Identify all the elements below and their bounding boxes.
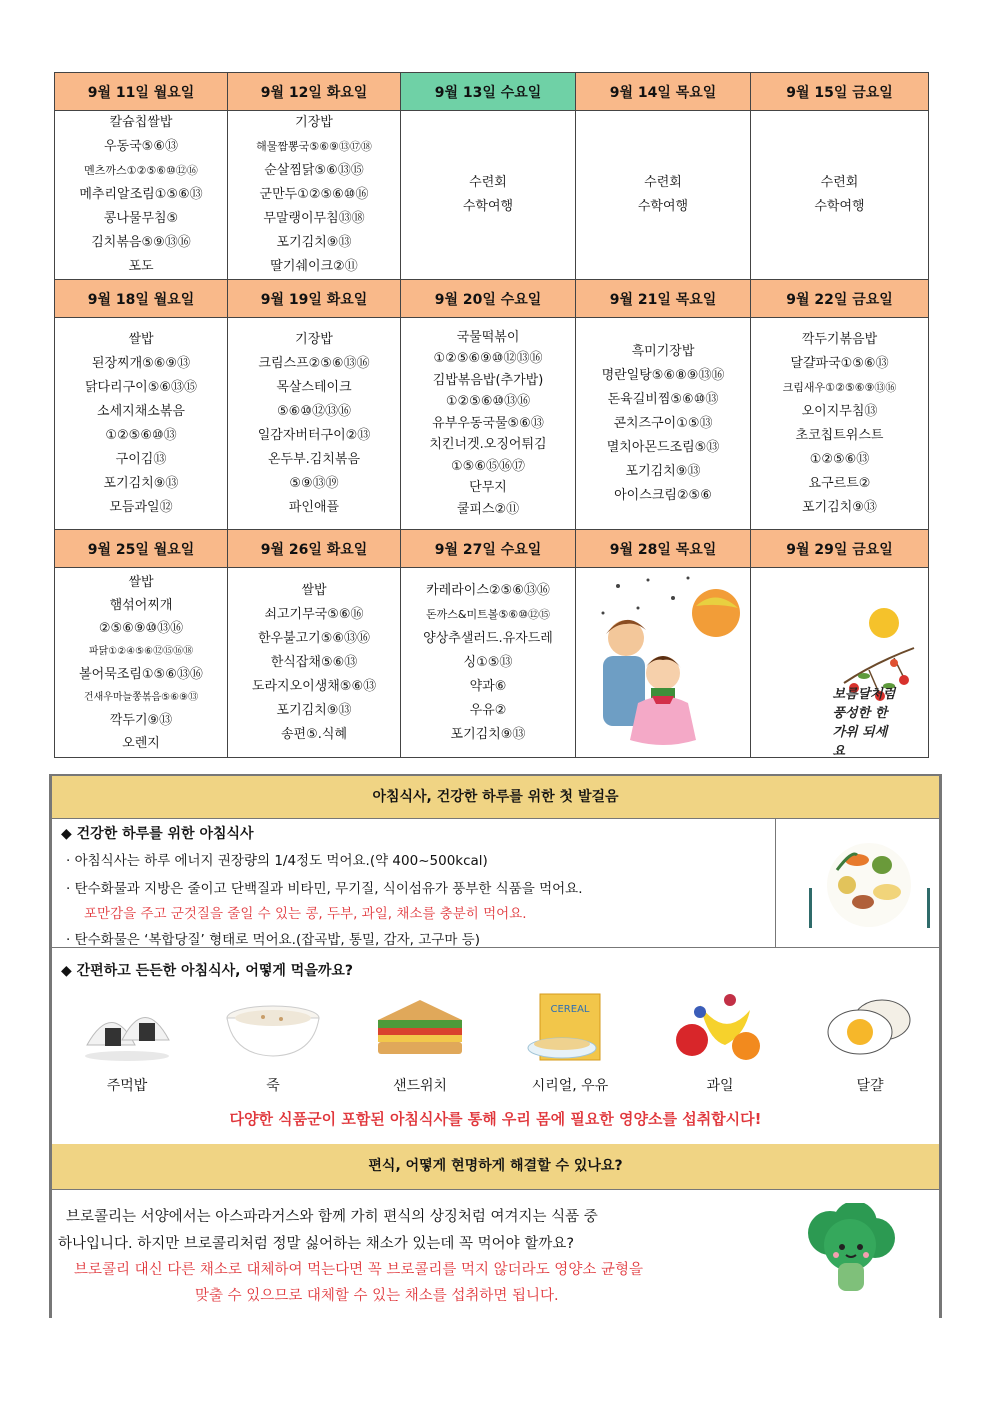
picky-highlight-line: 브로콜리 대신 다른 채소로 대체하여 먹는다면 꼭 브로콜리를 먹지 않더라도 영양소 균형을 — [74, 1262, 643, 1278]
menu-item: 김밥볶음밥(추가밥) — [432, 372, 544, 388]
picky-eating-title-bar: 편식, 어떻게 현명하게 해결할 수 있나요? — [52, 1144, 939, 1190]
menu-item: 된장찌개⑤⑥⑨⑬ — [91, 355, 191, 371]
breakfast-line: · 탄수화물은 ‘복합당질’ 형태로 먹어요.(잡곡밥, 통밀, 감자, 고구마 등) — [66, 932, 480, 948]
menu-item: 멘츠까스①②⑤⑥⑩⑫⑯ — [84, 164, 198, 177]
menu-item: 쇠고기무국⑤⑥⑯ — [264, 606, 364, 622]
week-3-header-row — [55, 530, 929, 568]
menu-item: 오이지무침⑬ — [801, 403, 878, 419]
menu-item: 쌀밥 — [128, 574, 154, 590]
day-menu-cell — [751, 111, 929, 280]
menu-item: ①⑤⑥⑮⑯⑰ — [451, 458, 525, 474]
menu-item: 순살찜닭⑤⑥⑬⑮ — [264, 163, 364, 178]
menu-item: 돈육길비찜⑤⑥⑩⑬ — [607, 391, 719, 407]
menu-item: 수련회 — [469, 175, 507, 190]
menu-item: 흑미기장밥 — [631, 343, 695, 359]
menu-item: 초코칩트위스트 — [795, 427, 884, 443]
menu-item: 닭다리구이⑤⑥⑬⑮ — [84, 379, 198, 395]
menu-item: 포기김치⑨⑬ — [103, 475, 179, 491]
day-header: 9월 13일 수요일 — [401, 73, 576, 111]
week-2-menu-row — [55, 318, 929, 530]
menu-item: 파인애플 — [288, 499, 340, 515]
menu-item: 햄섞어찌개 — [109, 597, 173, 613]
menu-item: 유부우동국물⑤⑥⑬ — [432, 415, 544, 431]
menu-item: 달걀파국①⑤⑥⑬ — [790, 355, 889, 371]
day-header: 9월 14일 목요일 — [576, 73, 751, 111]
day-header: 9월 25일 월요일 — [55, 530, 228, 568]
sandwich-icon — [370, 990, 470, 1065]
menu-item: 김치볶음⑤⑨⑬⑯ — [91, 235, 191, 250]
weekly-menu-table — [54, 72, 929, 758]
menu-item: 한식잡채⑤⑥⑬ — [270, 654, 358, 670]
menu-item: 멸치아몬드조림⑤⑬ — [606, 439, 720, 455]
menu-item: 쿨피스②⑪ — [456, 501, 520, 517]
day-header: 9월 19일 화요일 — [228, 280, 401, 318]
day-header: 9월 20일 수요일 — [401, 280, 576, 318]
menu-item: 단무지 — [469, 480, 507, 496]
menu-item: 수학여행 — [637, 199, 689, 214]
menu-item: 칼슘칩쌀밥 — [109, 115, 173, 130]
menu-item: ⑤⑥⑩⑫⑬⑯ — [277, 403, 351, 419]
egg-icon — [820, 990, 920, 1065]
menu-item: 수련회 — [644, 175, 682, 190]
menu-item: 깍두기볶음밥 — [801, 331, 878, 347]
breakfast-section-title: ◆ 건강한 하루를 위한 아침식사 — [61, 826, 254, 842]
menu-item: 기장밥 — [295, 331, 333, 347]
menu-item: 깍두기⑨⑬ — [109, 712, 173, 728]
menu-item: 우동국⑤⑥⑬ — [104, 139, 178, 154]
menu-item: ②⑤⑥⑨⑩⑬⑯ — [98, 620, 184, 636]
week-3-menu-row — [55, 568, 929, 758]
menu-item: 포기김치⑨⑬ — [276, 702, 352, 718]
day-menu-cell — [55, 568, 228, 758]
menu-item: 구이김⑬ — [115, 451, 167, 467]
menu-item: 명란일탕⑤⑥⑧⑨⑬⑯ — [601, 367, 725, 383]
menu-item: 쌀밥 — [301, 582, 327, 598]
menu-item: 우유② — [469, 702, 507, 718]
food-label: 샌드위치 — [392, 1078, 448, 1094]
day-menu-cell — [55, 318, 228, 530]
cereal-box-text: CEREAL — [550, 1004, 590, 1015]
healthy-food-illustration — [797, 830, 942, 940]
menu-item: 포기김치⑨⑬ — [276, 235, 352, 250]
day-menu-cell — [228, 111, 401, 280]
fruit-icon — [670, 990, 770, 1065]
menu-item: ①②⑤⑥⑩⑬ — [105, 427, 177, 443]
menu-item: 파닭①②④⑤⑥⑫⑮⑯⑱ — [88, 645, 194, 657]
day-header: 9월 28일 목요일 — [576, 530, 751, 568]
day-header: 9월 27일 수요일 — [401, 530, 576, 568]
food-label: 시리얼, 우유 — [531, 1078, 609, 1094]
menu-item: 딸기쉐이크②⑪ — [270, 259, 358, 274]
picky-highlight-line: 맞출 수 있으므로 대체할 수 있는 채소를 섭취하면 됩니다. — [195, 1288, 559, 1304]
broccoli-character-icon — [800, 1203, 900, 1295]
menu-item: 콩나물무침⑤ — [103, 211, 179, 226]
menu-item: 국물떡볶이 — [456, 329, 520, 345]
day-header: 9월 29일 금요일 — [751, 530, 929, 568]
menu-item: 포기김치⑨⑬ — [450, 726, 526, 742]
menu-item: 건새우마늘쫑볶음⑤⑥⑨⑬ — [83, 691, 199, 703]
menu-item: 카레라이스②⑤⑥⑬⑯ — [426, 582, 550, 598]
menu-item: 포기김치⑨⑬ — [802, 499, 877, 515]
menu-item: 크림새우①②⑤⑥⑨⑬⑯ — [782, 380, 897, 394]
day-header: 9월 21일 목요일 — [576, 280, 751, 318]
menu-item: 온두부.김치볶음 — [267, 451, 361, 467]
menu-item: 수학여행 — [814, 199, 865, 214]
day-menu-cell — [401, 111, 576, 280]
menu-item: 수련회 — [820, 175, 859, 190]
menu-item: 한우불고기⑤⑥⑬⑯ — [257, 630, 371, 646]
menu-item: 쌀밥 — [128, 331, 154, 347]
menu-item: 해물짬뽕국⑤⑥⑨⑬⑰⑱ — [256, 140, 372, 153]
day-header: 9월 15일 금요일 — [751, 73, 929, 111]
day-header: 9월 11일 월요일 — [55, 73, 228, 111]
rice-ball-icon — [77, 990, 177, 1065]
menu-item: 아이스크림②⑤⑥ — [614, 487, 712, 503]
menu-item: ⑤⑨⑬⑲ — [289, 475, 339, 491]
breakfast-title-bar: 아침식사, 건강한 하루를 위한 첫 발걸음 — [52, 775, 939, 819]
day-menu-cell — [228, 318, 401, 530]
food-label: 달걀 — [856, 1078, 884, 1094]
menu-item: 메추리알조림①⑤⑥⑬ — [79, 187, 203, 202]
day-header: 9월 26일 화요일 — [228, 530, 401, 568]
menu-item: 볼어묵조림①⑤⑥⑬⑯ — [79, 666, 203, 682]
food-label: 과일 — [706, 1078, 734, 1094]
food-label: 죽 — [266, 1078, 280, 1094]
menu-item: ①②⑤⑥⑩⑬⑯ — [445, 394, 531, 410]
menu-item: 일감자버터구이②⑬ — [257, 427, 371, 443]
menu-item: 수학여행 — [462, 199, 514, 214]
breakfast-summary: 다양한 식품군이 포함된 아침식사를 통해 우리 몸에 필요한 영양소를 섭취합시다! — [229, 1110, 762, 1128]
menu-item: 콘치즈구이①⑤⑬ — [613, 415, 713, 431]
breakfast-line: · 탄수화물과 지방은 줄이고 단백질과 비타민, 무기질, 식이섬유가 풍부한 식품을 먹어요. — [66, 881, 583, 897]
menu-item: 양상추샐러드.유자드레 — [423, 630, 553, 646]
menu-item: 군만두①②⑤⑥⑩⑯ — [259, 187, 369, 202]
menu-item: 도라지오이생채⑤⑥⑬ — [251, 678, 377, 694]
breakfast-highlight-line: 포만감을 주고 군것질을 줄일 수 있는 콩, 두부, 과일, 채소를 충분히 먹어요. — [84, 906, 527, 922]
menu-item: 무말랭이무침⑬⑱ — [263, 211, 365, 226]
menu-item: 약과⑥ — [469, 678, 507, 694]
menu-item: ①②⑤⑥⑬ — [809, 451, 870, 467]
chuseok-greeting-cell — [751, 568, 929, 758]
menu-item: 크림스프②⑤⑥⑬⑯ — [258, 355, 370, 371]
menu-item: 기장밥 — [295, 115, 333, 130]
breakfast-line: · 아침식사는 하루 에너지 권장량의 1/4정도 먹어요.(약 400~500kcal) — [66, 853, 488, 869]
chuseok-calligraphy: 보름달처럼 풍성한 한가위 되세요 — [832, 686, 896, 759]
week-1-header-row — [55, 73, 929, 111]
week-2-header-row — [55, 280, 929, 318]
cereal-box-icon — [520, 990, 620, 1065]
chuseok-family-illustration — [578, 568, 748, 748]
porridge-bowl-icon — [223, 990, 323, 1065]
day-menu-cell — [576, 111, 751, 280]
menu-item: 치킨너겟.오징어튀김 — [429, 437, 547, 453]
day-menu-cell — [55, 111, 228, 280]
day-menu-cell — [401, 568, 576, 758]
menu-item: 포기김치⑨⑬ — [625, 463, 701, 479]
breakfast-tips-title: ◆ 간편하고 든든한 아침식사, 어떻게 먹을까요? — [61, 963, 354, 979]
day-menu-cell — [576, 318, 751, 530]
day-menu-cell — [228, 568, 401, 758]
day-header: 9월 12일 화요일 — [228, 73, 401, 111]
food-label: 주먹밥 — [106, 1078, 148, 1094]
day-menu-cell — [751, 318, 929, 530]
picky-paragraph-line: 브로콜리는 서양에서는 아스파라거스와 함께 가히 편식의 상징처럼 여겨지는 식품 중 — [66, 1209, 598, 1225]
menu-item: 목살스테이크 — [276, 379, 352, 395]
menu-item: 송편⑤.식혜 — [280, 726, 348, 742]
picky-paragraph-line: 하나입니다. 하지만 브로콜리처럼 정말 싫어하는 채소가 있는데 꼭 먹어야 할까요? — [58, 1236, 575, 1252]
menu-item: 오렌지 — [122, 735, 160, 751]
menu-item: 모듬과일⑫ — [109, 499, 173, 515]
day-menu-cell — [401, 318, 576, 530]
chuseok-illustration-cell — [576, 568, 751, 758]
menu-item: 포도 — [128, 259, 154, 274]
menu-item: 소세지채소볶음 — [97, 403, 185, 419]
day-header: 9월 18일 월요일 — [55, 280, 228, 318]
day-header: 9월 22일 금요일 — [751, 280, 929, 318]
menu-item: 싱①⑤⑬ — [463, 654, 513, 670]
menu-item: 요구르트② — [808, 475, 871, 491]
menu-item: 돈까스&미트볼⑤⑥⑩⑫⑮ — [426, 607, 550, 621]
week-1-menu-row — [55, 111, 929, 280]
menu-item: ①②⑤⑥⑨⑩⑫⑬⑯ — [433, 351, 543, 367]
